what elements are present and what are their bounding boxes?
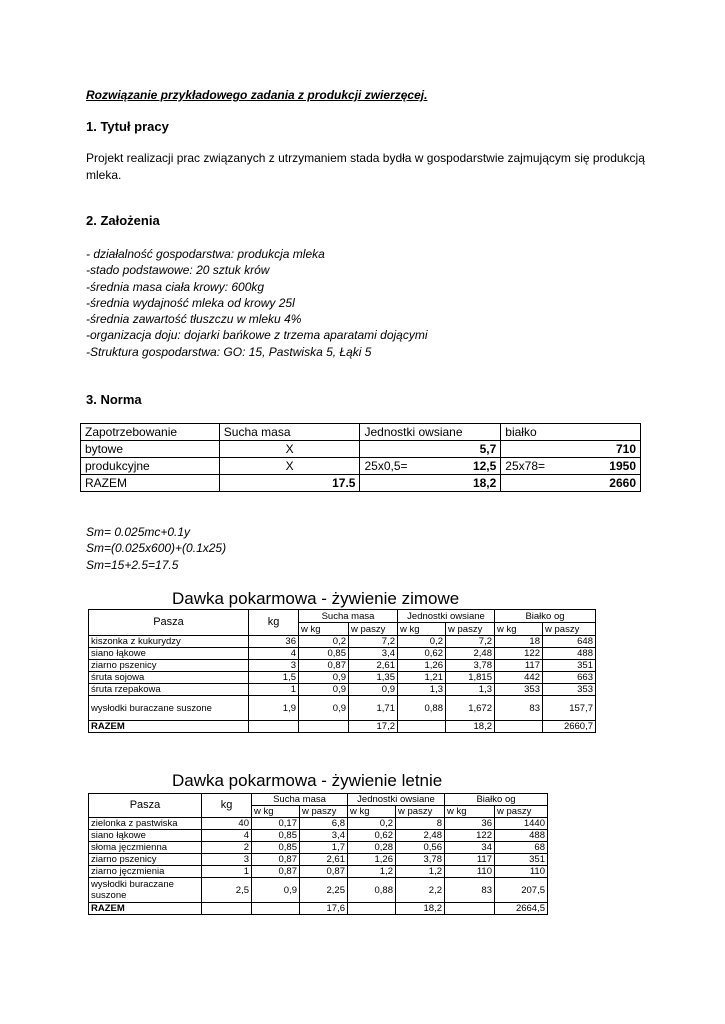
winter-table: [88, 609, 596, 733]
feed-value: 117: [495, 660, 543, 672]
feed-name: śruta sojowa: [89, 672, 249, 684]
feed-value: 2,25: [300, 878, 348, 903]
feed-value: 0,28: [348, 842, 396, 854]
norma-table: [80, 423, 641, 492]
feed-value: 83: [495, 696, 543, 721]
total-value: [249, 721, 299, 733]
feed-value: 1,2: [396, 866, 445, 878]
total-value: [398, 721, 446, 733]
assumption-item: -średnia wydajność mleka od krowy 25l: [86, 295, 295, 310]
winter-subheader: w kg: [398, 623, 446, 636]
feed-value: 488: [543, 648, 596, 660]
feed-value: 4: [249, 648, 299, 660]
winter-header-group: Białko og: [495, 610, 596, 623]
feed-value: 1,3: [398, 684, 446, 696]
norma-row: [81, 441, 641, 458]
norma-sm: 17.5: [219, 475, 360, 492]
feed-value: 1,21: [398, 672, 446, 684]
table-row: [89, 636, 596, 648]
norma-jo-calc: 25x0,5=: [364, 459, 408, 473]
norma-header-row: [81, 424, 641, 441]
feed-name: ziarno pszenicy: [89, 660, 249, 672]
feed-value: 34: [445, 842, 495, 854]
summer-subheader: w kg: [348, 806, 396, 818]
feed-value: 663: [543, 672, 596, 684]
norma-header: Zapotrzebowanie: [81, 424, 220, 441]
feed-value: 2,61: [300, 854, 348, 866]
feed-value: 122: [495, 648, 543, 660]
feed-value: 0,85: [252, 842, 300, 854]
total-value: [299, 721, 349, 733]
assumption-item: -stado podstawowe: 20 sztuk krów: [86, 263, 270, 278]
total-row: [89, 721, 596, 733]
feed-value: 0,9: [252, 878, 300, 903]
feed-value: 36: [249, 636, 299, 648]
feed-value: 351: [543, 660, 596, 672]
total-value: 18,2: [396, 903, 445, 915]
feed-value: 648: [543, 636, 596, 648]
norma-b: 2660: [609, 476, 636, 490]
feed-value: 0,87: [299, 660, 349, 672]
feed-value: 2,2: [396, 878, 445, 903]
assumption-item: -średnia zawartość tłuszczu w mleku 4%: [86, 312, 302, 327]
feed-value: 351: [495, 854, 548, 866]
feed-value: 1,35: [349, 672, 398, 684]
summer-subheader: w kg: [445, 806, 495, 818]
feed-value: 0,87: [300, 866, 348, 878]
winter-header-group: Jednostki owsiane: [398, 610, 495, 623]
feed-value: 0,62: [398, 648, 446, 660]
norma-sm: X: [219, 441, 360, 458]
total-label: RAZEM: [89, 721, 249, 733]
feed-value: 2: [202, 842, 252, 854]
feed-value: 0,9: [349, 684, 398, 696]
norma-header: białko: [501, 424, 641, 441]
norma-b: 1950: [609, 459, 636, 473]
feed-value: 1,2: [348, 866, 396, 878]
feed-value: 0,17: [252, 818, 300, 830]
norma-row: [81, 458, 641, 475]
feed-value: 0,9: [299, 672, 349, 684]
feed-value: 0,56: [396, 842, 445, 854]
norma-sm: X: [219, 458, 360, 475]
feed-value: 68: [495, 842, 548, 854]
total-value: 18,2: [446, 721, 495, 733]
summer-header-group: Białko og: [445, 794, 548, 806]
winter-title: Dawka pokarmowa - żywienie zimowe: [172, 589, 460, 608]
table-row: [89, 818, 548, 830]
table-row: [89, 684, 596, 696]
feed-value: 18: [495, 636, 543, 648]
feed-value: 353: [495, 684, 543, 696]
feed-name: siano łąkowe: [89, 648, 249, 660]
feed-value: 6,8: [300, 818, 348, 830]
feed-value: 0,9: [299, 684, 349, 696]
feed-value: 36: [445, 818, 495, 830]
feed-value: 2,5: [202, 878, 252, 903]
assumption-item: -średnia masa ciała krowy: 600kg: [86, 279, 265, 294]
table-row: [89, 696, 596, 721]
feed-value: 2,48: [396, 830, 445, 842]
winter-header-pasza: Pasza: [89, 610, 249, 636]
norma-jo: 5,7: [479, 442, 497, 456]
norma-total-row: [81, 475, 641, 492]
norma-header: Sucha masa: [219, 424, 360, 441]
summer-table: [88, 793, 548, 915]
section1-text: Projekt realizacji prac związanych z utrzymaniem stada bydła w gospodarstwie zajmującym się produkcją mleka.: [86, 151, 645, 182]
norma-label: produkcyjne: [81, 458, 220, 475]
feed-value: 157,7: [543, 696, 596, 721]
feed-value: 442: [495, 672, 543, 684]
summer-header-pasza: Pasza: [89, 794, 202, 818]
feed-value: 0,2: [348, 818, 396, 830]
feed-name: wysłodki buraczane suszone: [89, 878, 202, 903]
feed-value: 1: [202, 866, 252, 878]
feed-value: 40: [202, 818, 252, 830]
feed-value: 7,2: [446, 636, 495, 648]
winter-subheader: w paszy: [543, 623, 596, 636]
formula-line: Sm=(0.025x600)+(0.1x25): [86, 541, 227, 556]
feed-name: ziarno jęczmienia: [89, 866, 202, 878]
summer-subheader: w paszy: [495, 806, 548, 818]
feed-name: śruta rzepakowa: [89, 684, 249, 696]
feed-name: kiszonka z kukurydzy: [89, 636, 249, 648]
feed-value: 0,88: [348, 878, 396, 903]
feed-value: 2,61: [349, 660, 398, 672]
norma-label: RAZEM: [81, 475, 220, 492]
formula-line: Sm= 0.025mc+0.1y: [86, 525, 191, 539]
table-row: [89, 842, 548, 854]
summer-header-kg: kg: [202, 794, 252, 818]
feed-value: 0,88: [398, 696, 446, 721]
total-value: [202, 903, 252, 915]
assumption-item: -organizacja doju: dojarki bańkowe z trzema aparatami dojącymi: [86, 328, 428, 343]
feed-name: wysłodki buraczane suszone: [89, 696, 249, 721]
feed-value: 2,48: [446, 648, 495, 660]
table-row: [89, 866, 548, 878]
feed-value: 0,85: [299, 648, 349, 660]
feed-value: 1,71: [349, 696, 398, 721]
table-row: [89, 854, 548, 866]
feed-value: 3,78: [396, 854, 445, 866]
winter-subheader: w kg: [299, 623, 349, 636]
feed-value: 1,9: [249, 696, 299, 721]
feed-value: 1,815: [446, 672, 495, 684]
norma-b: 710: [615, 442, 636, 456]
summer-subheader: w paszy: [396, 806, 445, 818]
formula-line: Sm=15+2.5=17.5: [86, 557, 179, 572]
feed-value: 110: [445, 866, 495, 878]
feed-value: 4: [202, 830, 252, 842]
feed-name: słoma jęczmienna: [89, 842, 202, 854]
assumption-item: -Struktura gospodarstwa: GO: 15, Pastwiska 5, Łąki 5: [86, 344, 372, 359]
feed-value: 488: [495, 830, 548, 842]
feed-value: 1,3: [446, 684, 495, 696]
total-row: [89, 903, 548, 915]
assumption-item: - działalność gospodarstwa: produkcja mleka: [86, 247, 325, 261]
feed-value: 3: [202, 854, 252, 866]
feed-value: 207,5: [495, 878, 548, 903]
feed-value: 117: [445, 854, 495, 866]
table-row: [89, 878, 548, 903]
section1-title: 1. Tytuł pracy: [86, 119, 169, 134]
feed-name: siano łąkowe: [89, 830, 202, 842]
summer-subheader: w paszy: [300, 806, 348, 818]
feed-name: ziarno pszenicy: [89, 854, 202, 866]
total-label: RAZEM: [89, 903, 202, 915]
feed-value: 1,7: [300, 842, 348, 854]
winter-subheader: w kg: [495, 623, 543, 636]
feed-value: 110: [495, 866, 548, 878]
feed-value: 8: [396, 818, 445, 830]
feed-value: 3,78: [446, 660, 495, 672]
feed-value: 3: [249, 660, 299, 672]
feed-value: 0,2: [398, 636, 446, 648]
total-value: [495, 721, 543, 733]
total-value: 17,6: [300, 903, 348, 915]
feed-value: 1,26: [348, 854, 396, 866]
table-row: [89, 648, 596, 660]
feed-value: 353: [543, 684, 596, 696]
winter-header-group: Sucha masa: [299, 610, 398, 623]
table-row: [89, 672, 596, 684]
norma-b-calc: 25x78=: [505, 459, 545, 473]
feed-value: 0,62: [348, 830, 396, 842]
total-value: 2664,5: [495, 903, 548, 915]
feed-value: 1: [249, 684, 299, 696]
summer-header-group: Sucha masa: [252, 794, 348, 806]
section3-title: 3. Norma: [86, 392, 142, 407]
total-value: [445, 903, 495, 915]
assumptions-list: [86, 246, 428, 360]
feed-value: 1440: [495, 818, 548, 830]
total-value: [348, 903, 396, 915]
table-row: [89, 830, 548, 842]
total-value: 17,2: [349, 721, 398, 733]
feed-value: 122: [445, 830, 495, 842]
norma-label: bytowe: [81, 441, 220, 458]
formulas: [86, 524, 226, 573]
winter-subheader: w paszy: [349, 623, 398, 636]
feed-value: 0,85: [252, 830, 300, 842]
table-row: [89, 660, 596, 672]
feed-value: 0,9: [299, 696, 349, 721]
total-value: 2660,7: [543, 721, 596, 733]
feed-value: 3,4: [300, 830, 348, 842]
feed-value: 0,87: [252, 866, 300, 878]
feed-value: 1,5: [249, 672, 299, 684]
feed-value: 1,672: [446, 696, 495, 721]
summer-subheader: w kg: [252, 806, 300, 818]
summer-header-group: Jednostki owsiane: [348, 794, 445, 806]
winter-header-kg: kg: [249, 610, 299, 636]
feed-value: 0,87: [252, 854, 300, 866]
section2-title: 2. Założenia: [86, 213, 160, 228]
summer-title: Dawka pokarmowa - żywienie letnie: [172, 771, 443, 790]
total-value: [252, 903, 300, 915]
winter-subheader: w paszy: [446, 623, 495, 636]
feed-name: zielonka z pastwiska: [89, 818, 202, 830]
norma-jo: 12,5: [472, 459, 497, 473]
norma-jo: 18,2: [472, 476, 497, 490]
document-heading: Rozwiązanie przykładowego zadania z produkcji zwierzęcej.: [86, 88, 428, 102]
feed-value: 83: [445, 878, 495, 903]
feed-value: 7,2: [349, 636, 398, 648]
feed-value: 1,26: [398, 660, 446, 672]
feed-value: 3,4: [349, 648, 398, 660]
feed-value: 0,2: [299, 636, 349, 648]
norma-header: Jednostki owsiane: [360, 424, 501, 441]
